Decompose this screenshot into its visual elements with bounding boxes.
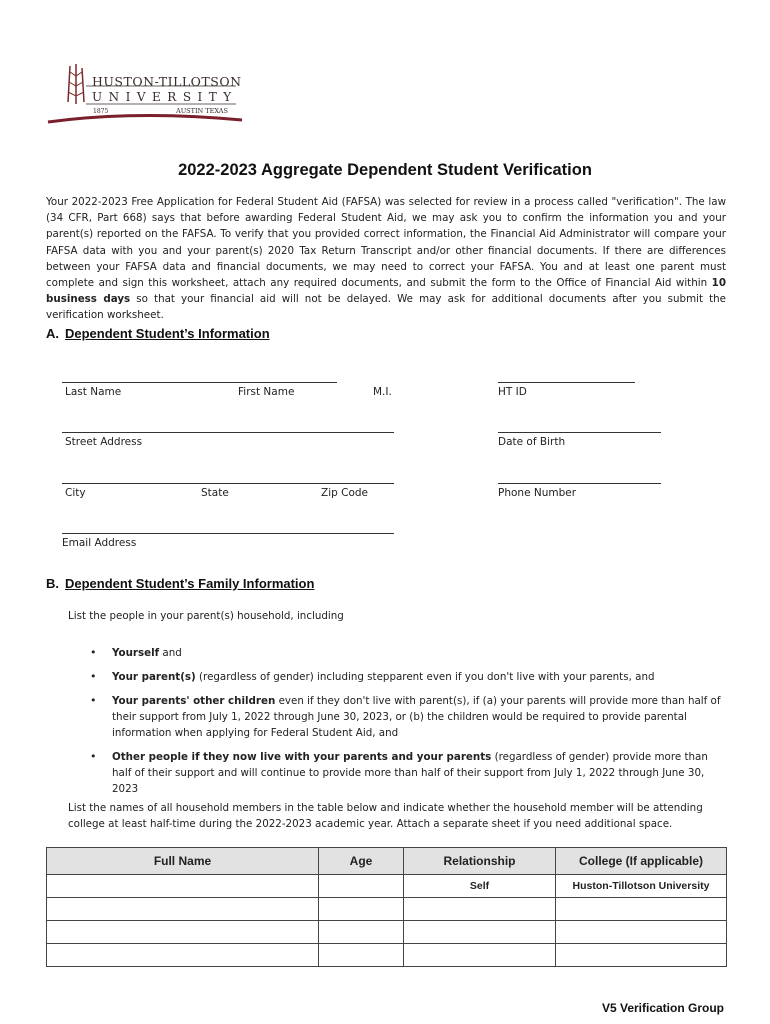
criteria-text: even if they don't live with parent(s), if (a) your parents will provide more than half of their support from July 1, 2022 through June 30, 2023, or (b) the children would be required to provide parental information when applying for Federal Student Aid, and	[112, 695, 721, 739]
criteria-bold: Yourself	[112, 647, 160, 659]
street-line[interactable]	[62, 432, 394, 433]
last-name-line[interactable]	[62, 382, 337, 383]
cell-full-name[interactable]	[47, 921, 319, 944]
logo-name: HUSTON-TILLOTSON	[92, 74, 242, 89]
list-item	[46, 669, 726, 685]
list-item	[46, 749, 726, 797]
street-label: Street Address	[65, 436, 143, 448]
phone-label: Phone Number	[498, 487, 577, 499]
section-b-heading	[46, 576, 314, 591]
mi-label: M.I.	[373, 386, 392, 398]
intro-paragraph	[46, 194, 726, 324]
table-row	[47, 944, 727, 967]
cell-relationship[interactable]	[404, 921, 556, 944]
cell-full-name[interactable]	[47, 898, 319, 921]
table-row	[47, 898, 727, 921]
criteria-text: and	[159, 647, 182, 659]
criteria-bold: Your parents' other children	[112, 695, 276, 707]
criteria-bold: Your parent(s)	[112, 671, 196, 683]
logo-city: AUSTIN TEXAS	[176, 107, 228, 115]
footer-label: V5 Verification Group	[601, 1001, 724, 1015]
cell-college: Huston-Tillotson University	[556, 875, 727, 898]
list-item	[46, 693, 726, 741]
first-name-label: First Name	[238, 386, 295, 398]
table-row	[47, 921, 727, 944]
cell-age[interactable]	[319, 921, 404, 944]
table-header-row	[47, 848, 727, 875]
email-line[interactable]	[62, 533, 394, 534]
cell-age[interactable]	[319, 944, 404, 967]
cell-age[interactable]	[319, 898, 404, 921]
page-title: 2022-2023 Aggregate Dependent Student Verification	[178, 161, 592, 179]
logo-university: UNIVERSITY	[92, 90, 238, 104]
table-instructions: List the names of all household members in the table below and indicate whether the household member will be attending college at least half-time during the 2022-2023 academic year. Attach a separate sheet if you need additional space.	[68, 802, 703, 830]
list-item	[46, 645, 726, 661]
intro-text: Your 2022-2023 Free Application for Federal Student Aid (FAFSA) was selected for review in a process called "verification". The law (34 CFR, Part 668) says that before awarding Federal Student Aid, we may ask you to confirm the information you and your parent(s) reported on the FAFSA. To verify that you provided correct information, the Financial Aid Administrator will compare your FAFSA data with you and your parent(s) 2020 Tax Return Transcript and/or other financial documents. If there are differences between your FAFSA data and financial documents, we may need to correct your FAFSA. You and at least one parent must complete and sign this worksheet, attach any required documents, and submit the form to the Office of Financial Aid within	[46, 196, 726, 290]
col-full-name: Full Name	[47, 848, 319, 875]
cell-relationship[interactable]	[404, 898, 556, 921]
section-b-lead: List the people in your parent(s) household, including	[68, 610, 344, 622]
zip-label: Zip Code	[321, 487, 368, 499]
phone-line[interactable]	[498, 483, 661, 484]
col-relationship: Relationship	[404, 848, 556, 875]
cell-college[interactable]	[556, 921, 727, 944]
last-name-label: Last Name	[65, 386, 122, 398]
table-row	[47, 875, 727, 898]
section-b-title: Dependent Student’s Family Information	[65, 576, 315, 591]
criteria-bold: Other people if they now live with your parents and your parents	[112, 751, 492, 763]
section-b-letter: B.	[46, 576, 59, 591]
col-college: College (If applicable)	[556, 848, 727, 875]
cell-college[interactable]	[556, 898, 727, 921]
intro-text-end: so that your financial aid will not be delayed. We may ask for additional documents after you submit the verification worksheet.	[46, 293, 727, 322]
criteria-text: (regardless of gender) including stepparent even if you don't live with your parents, and	[195, 671, 655, 683]
section-a-letter: A.	[46, 326, 59, 341]
cell-college[interactable]	[556, 944, 727, 967]
cell-full-name[interactable]	[47, 944, 319, 967]
criteria-text: (regardless of gender) provide more than half of their support and will continue to provide more than half of their support from July 1, 2022 through June 30, 2023	[112, 751, 708, 795]
city-label: City	[65, 487, 86, 499]
university-logo	[46, 62, 246, 132]
col-age: Age	[319, 848, 404, 875]
city-line[interactable]	[62, 483, 394, 484]
ht-id-line[interactable]	[498, 382, 635, 383]
dob-label: Date of Birth	[498, 436, 566, 448]
logo-year: 1875	[93, 108, 109, 115]
household-table	[46, 847, 727, 967]
state-label: State	[201, 487, 229, 499]
cell-full-name[interactable]	[47, 875, 319, 898]
intro-deadline: 10 business days	[46, 277, 726, 306]
cell-age[interactable]	[319, 875, 404, 898]
dob-line[interactable]	[498, 432, 661, 433]
household-criteria-list	[46, 645, 726, 805]
email-label: Email Address	[62, 537, 137, 549]
ht-id-label: HT ID	[498, 386, 527, 398]
section-a-heading	[46, 326, 270, 341]
cell-relationship[interactable]	[404, 944, 556, 967]
section-a-title: Dependent Student’s Information	[65, 326, 270, 341]
cell-relationship: Self	[404, 875, 556, 898]
